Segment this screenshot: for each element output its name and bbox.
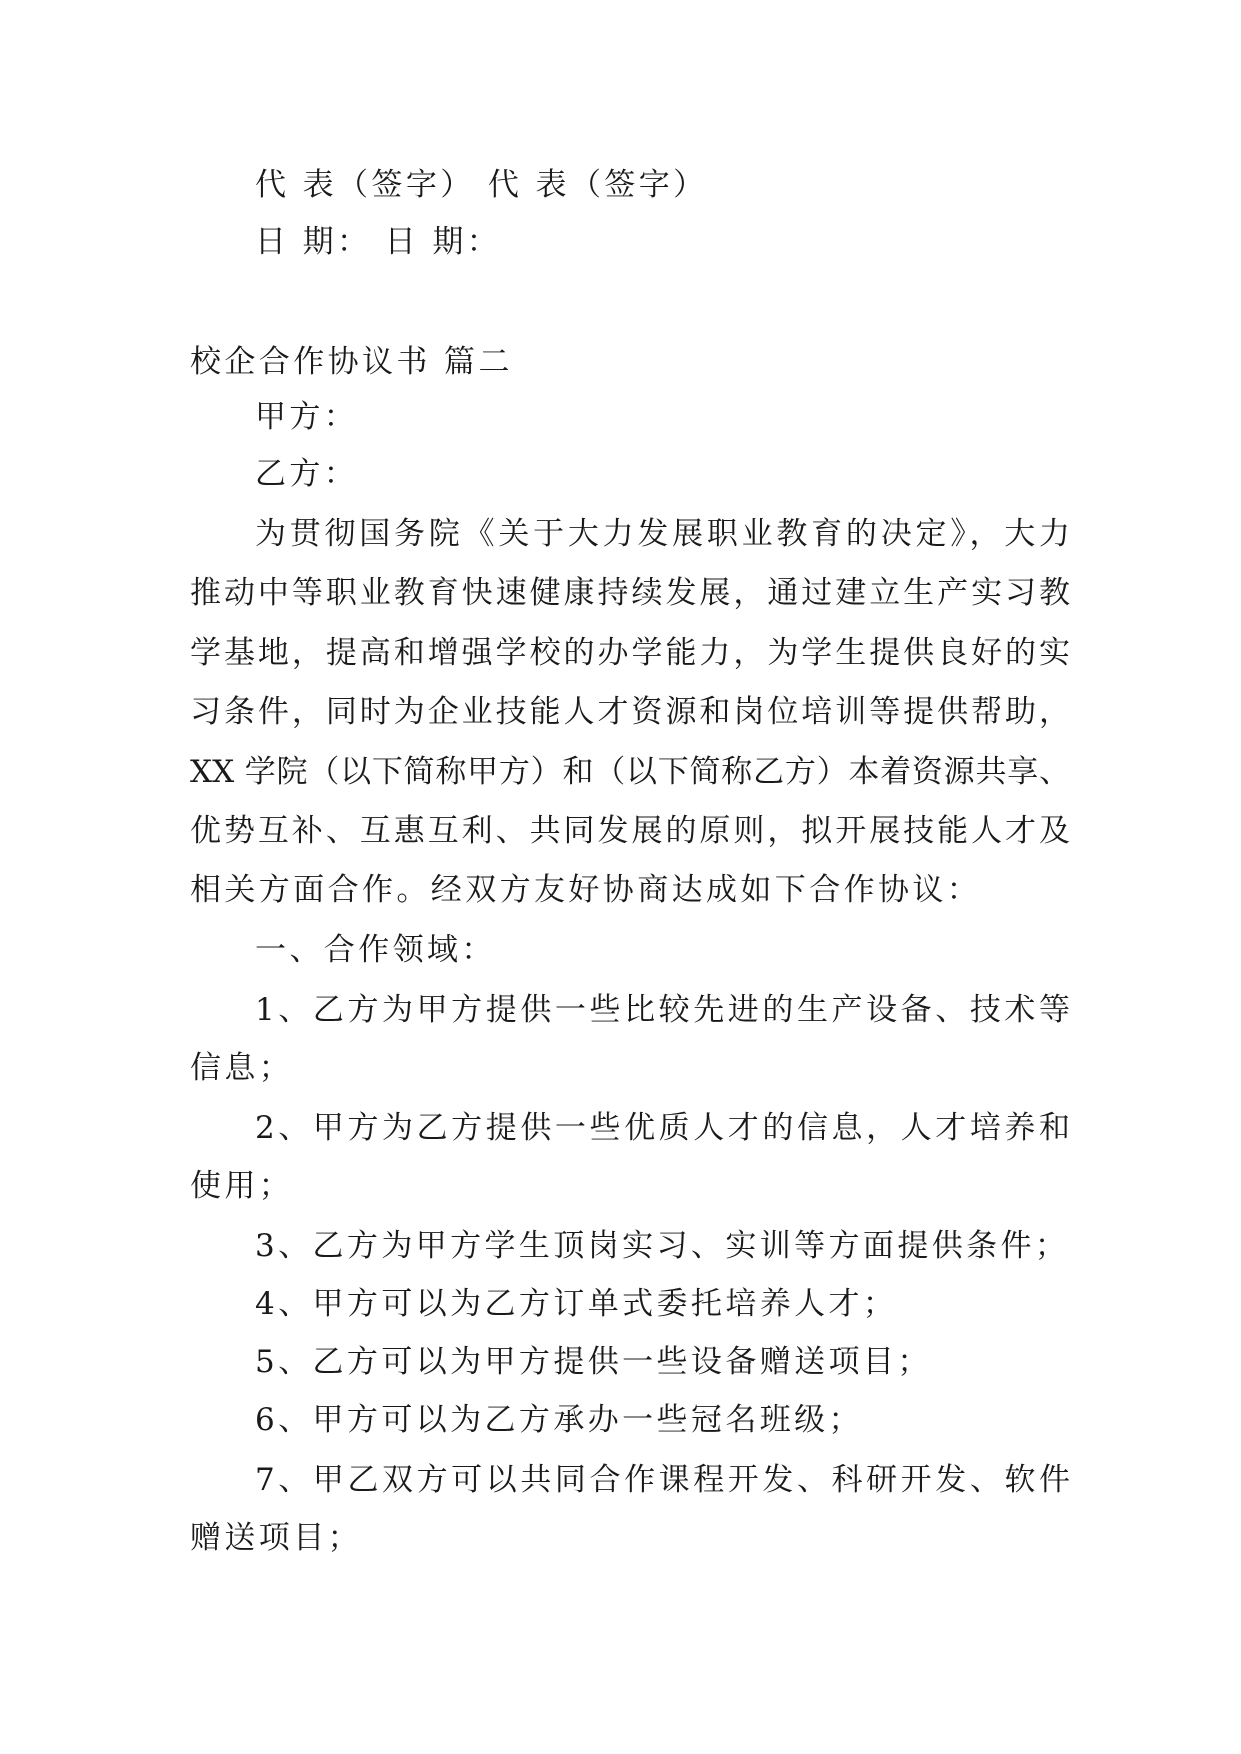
clause-7: 7、甲乙双方可以共同合作课程开发、科研开发、软件: [255, 1462, 1070, 1498]
preamble-line: 习条件，同时为企业技能人才资源和岗位培训等提供帮助，: [190, 694, 1070, 730]
clause-2: 2、甲方为乙方提供一些优质人才的信息，人才培养和: [255, 1110, 1070, 1146]
clause-2-continued: 使用；: [190, 1168, 294, 1204]
preamble-line: 推动中等职业教育快速健康持续发展，通过建立生产实习教: [190, 575, 1070, 611]
clause-3: 3、乙方为甲方学生顶岗实习、实训等方面提供条件；: [255, 1228, 1070, 1264]
preamble-line: XX 学院（以下简称甲方）和（以下简称乙方）本着资源共享、: [190, 754, 1070, 790]
clause-5: 5、乙方可以为甲方提供一些设备赠送项目；: [255, 1344, 932, 1380]
signature-representative-line: 代 表（签字） 代 表（签字）: [255, 167, 708, 203]
preamble-line: 优势互补、互惠互利、共同发展的原则，拟开展技能人才及: [190, 813, 1070, 849]
party-b-label: 乙方：: [255, 456, 359, 492]
clause-6: 6、甲方可以为乙方承办一些冠名班级；: [255, 1402, 863, 1438]
section-title: 校企合作协议书 篇二: [190, 344, 513, 380]
clause-1-continued: 信息；: [190, 1050, 294, 1086]
clause-1: 1、乙方为甲方提供一些比较先进的生产设备、技术等: [255, 992, 1070, 1028]
party-a-label: 甲方：: [255, 399, 359, 435]
clause-4: 4、甲方可以为乙方订单式委托培养人才；: [255, 1286, 898, 1322]
clause-7-continued: 赠送项目；: [190, 1520, 362, 1556]
cooperation-fields-heading: 一、合作领域：: [255, 932, 496, 968]
preamble-line: 学基地，提高和增强学校的办学能力，为学生提供良好的实: [190, 635, 1070, 671]
preamble-line: 相关方面合作。经双方友好协商达成如下合作协议：: [190, 872, 982, 908]
signature-date-line: 日 期： 日 期：: [255, 224, 502, 260]
preamble-line: 为贯彻国务院《关于大力发展职业教育的决定》，大力: [255, 516, 1070, 552]
